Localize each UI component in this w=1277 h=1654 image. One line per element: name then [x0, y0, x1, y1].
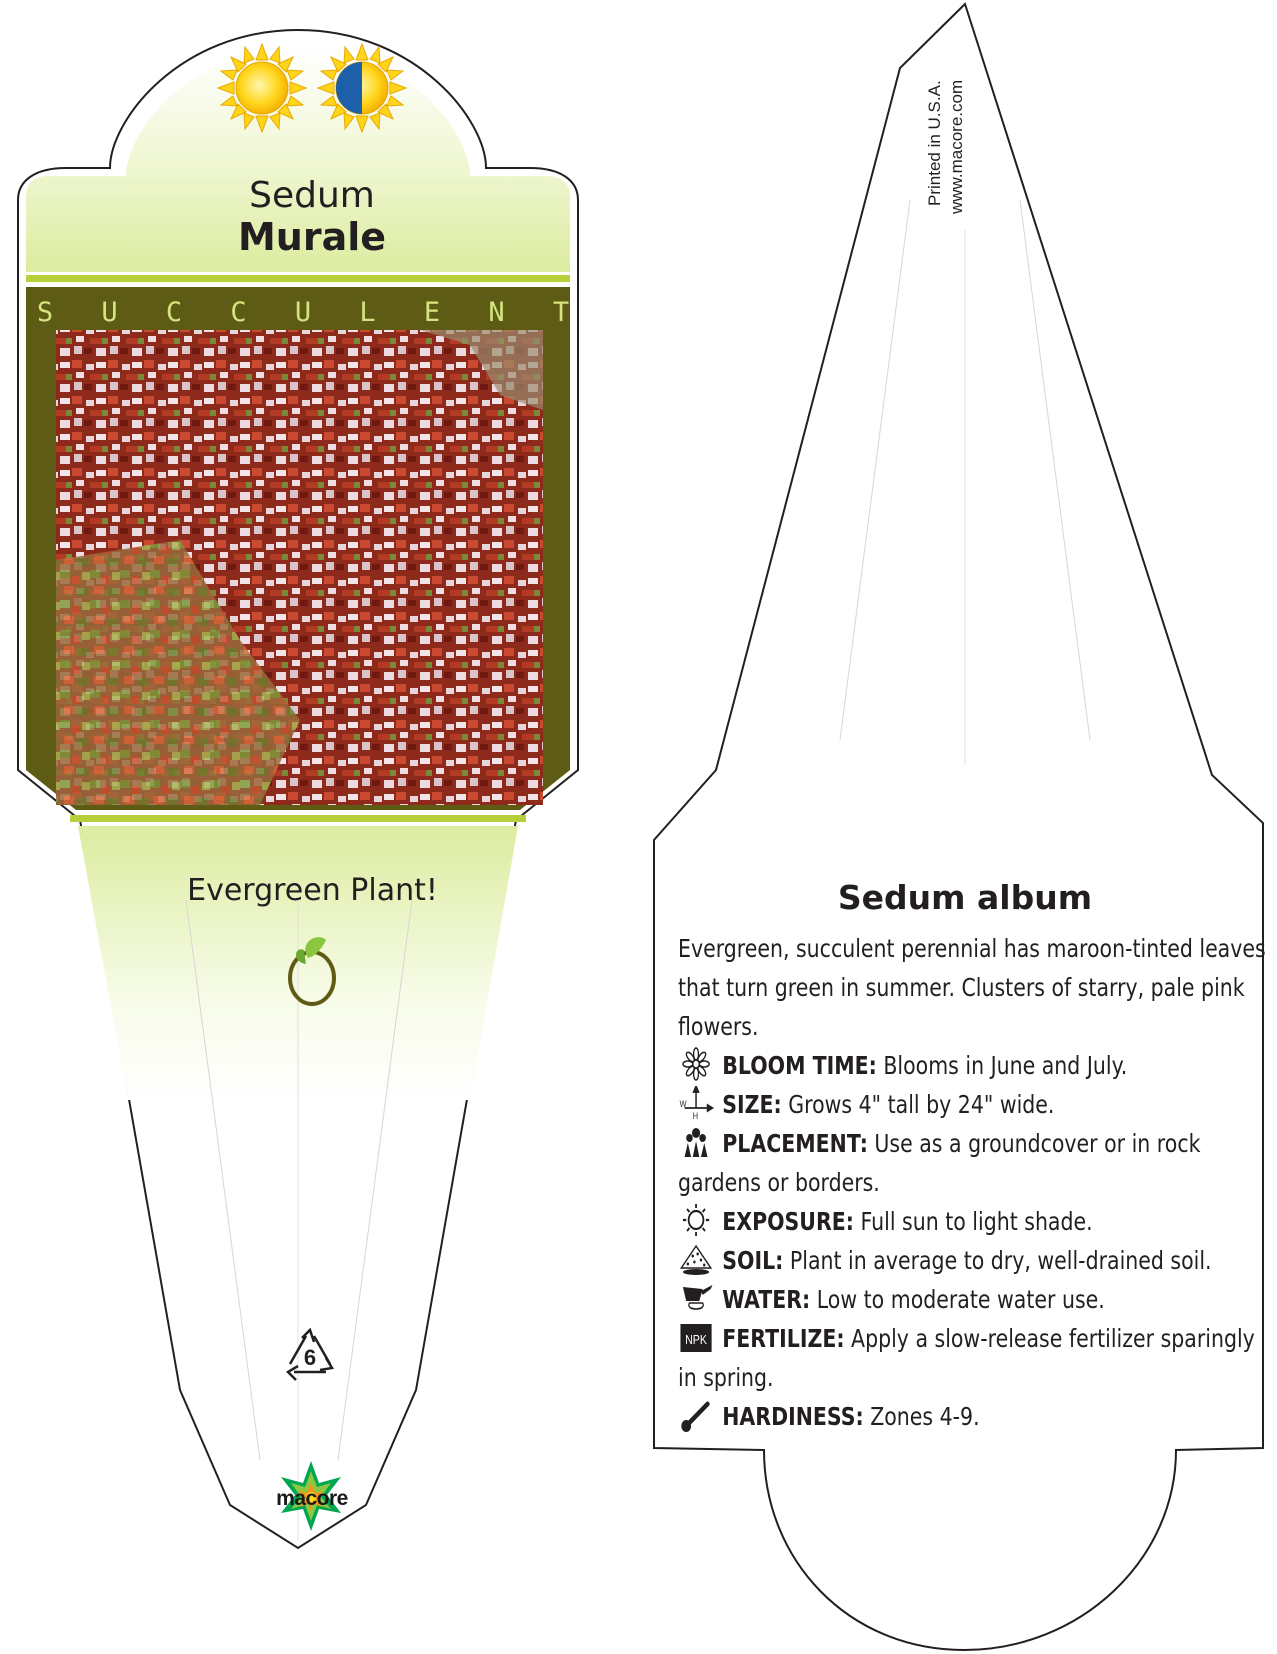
attribute-text: Zones 4-9. — [870, 1402, 980, 1431]
attribute-row — [678, 1397, 1268, 1436]
description: Evergreen, succulent perennial has maroon-tinted leaves that turn green in summer. Clusters of starry, pale pink flowers. — [678, 934, 1266, 1041]
tagline: Evergreen Plant! — [187, 873, 438, 908]
plant-common-name: Sedum — [249, 175, 375, 216]
part-sun-icon — [318, 44, 406, 132]
attribute-row — [678, 1280, 1268, 1319]
attribute-row — [678, 1319, 1268, 1397]
size-icon — [678, 1086, 717, 1120]
category-letter: E — [423, 296, 441, 328]
attribute-text: Plant in average to dry, well-drained soil. — [789, 1246, 1212, 1275]
attribute-label: HARDINESS: — [722, 1402, 864, 1431]
printed-in-usa: Printed in U.S.A. — [925, 80, 944, 206]
attribute-label: SIZE: — [722, 1090, 782, 1119]
category-letter: T — [552, 296, 570, 328]
plant-description-block — [678, 929, 1268, 1436]
npk-icon — [678, 1320, 717, 1354]
svg-text:H: H — [692, 1111, 699, 1120]
attribute-text: Use as a groundcover or in rock gardens or borders. — [678, 1129, 1201, 1197]
category-letter: U — [294, 296, 312, 328]
printed-info — [925, 54, 965, 214]
category-letter: L — [359, 296, 376, 328]
plant-species-name: Murale — [237, 215, 387, 259]
attribute-label: SOIL: — [722, 1246, 784, 1275]
category-band — [30, 295, 576, 329]
website-url: www.macore.com — [947, 79, 966, 214]
attribute-label: WATER: — [722, 1285, 811, 1314]
attribute-label: BLOOM TIME: — [722, 1051, 877, 1080]
soil-icon — [678, 1242, 717, 1276]
attribute-label: FERTILIZE: — [722, 1324, 845, 1353]
brand-name: macore — [276, 1487, 348, 1510]
attribute-row — [678, 1124, 1268, 1202]
attribute-text: Apply a slow-release fertilizer sparingly in spring. — [678, 1324, 1255, 1392]
full-sun-icon — [218, 44, 306, 132]
watering-can-icon — [678, 1281, 717, 1315]
svg-text:W: W — [679, 1099, 687, 1110]
category-letter: U — [101, 296, 118, 328]
attribute-text: Full sun to light shade. — [860, 1207, 1093, 1236]
attribute-row — [678, 1046, 1268, 1085]
attribute-row — [678, 1085, 1268, 1124]
attribute-label: PLACEMENT: — [722, 1129, 868, 1158]
placement-icon — [678, 1125, 717, 1159]
svg-text:NPK: NPK — [685, 1331, 707, 1348]
flower-icon — [678, 1047, 717, 1081]
attribute-row — [678, 1241, 1268, 1280]
category-letter: N — [488, 296, 505, 328]
attribute-text: Blooms in June and July. — [883, 1051, 1128, 1080]
attribute-label: EXPOSURE: — [722, 1207, 854, 1236]
attribute-text: Grows 4" tall by 24" wide. — [788, 1090, 1055, 1119]
recycle-number: 6 — [303, 1345, 317, 1370]
attribute-text: Low to moderate water use. — [816, 1285, 1105, 1314]
category-letter: C — [230, 296, 247, 328]
thermometer-icon — [678, 1398, 717, 1432]
attribute-row — [678, 1202, 1268, 1241]
back-title: Sedum album — [837, 878, 1093, 917]
category-letter: S — [36, 296, 54, 328]
sun-icon — [678, 1203, 717, 1237]
category-letter: C — [165, 296, 183, 328]
